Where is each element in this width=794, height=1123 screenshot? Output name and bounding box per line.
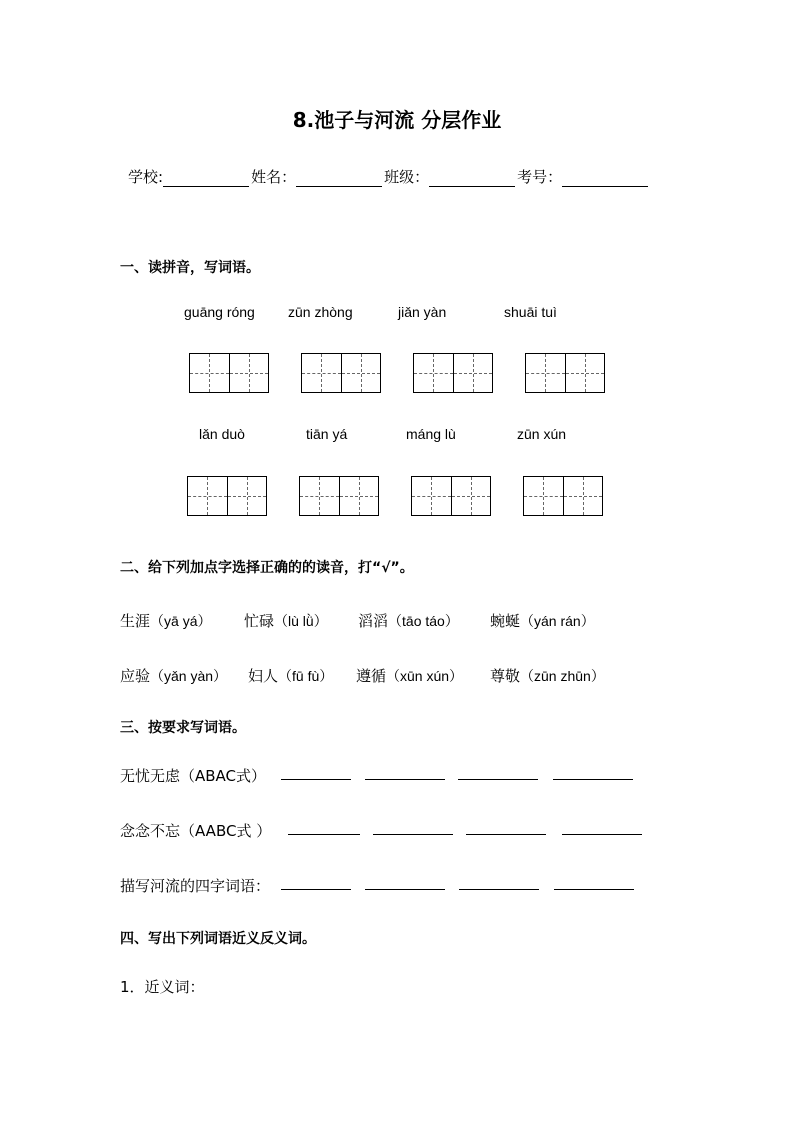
exam-no-blank[interactable] [562,170,648,187]
question-aabc: 念念不忘（AABC式 ） [120,822,272,840]
answer-blank[interactable] [281,765,351,780]
answer-blank[interactable] [459,875,539,890]
question-abac: 无忧无虑（ABAC式） [120,767,267,785]
exam-no-label: 考号： [517,168,563,186]
pinyin-label: zūn zhòng [288,304,353,320]
section-1-heading: 一、读拼音，写词语。 [120,260,260,276]
pinyin-label: máng lù [406,426,456,442]
reading-choice[interactable]: 尊敬（zūn zhūn） [490,667,605,685]
pinyin-label: shuāi tuì [504,304,557,320]
section-2-heading: 二、给下列加点字选择正确的的读音，打“√”。 [120,560,414,576]
section-3-heading: 三、按要求写词语。 [120,720,246,736]
reading-choice[interactable]: 妇人（fū fù） [248,667,334,685]
name-blank[interactable] [296,170,382,187]
reading-choice[interactable]: 蜿蜒（yán rán） [490,612,595,630]
school-label: 学校: [128,168,164,186]
answer-blank[interactable] [554,875,634,890]
tianzige-box[interactable] [187,476,267,516]
pinyin-label: zūn xún [517,426,567,442]
reading-choice[interactable]: 滔滔（tāo táo） [358,612,459,630]
reading-choice[interactable]: 忙碌（lù lǜ） [244,612,328,630]
answer-blank[interactable] [281,875,351,890]
tianzige-box[interactable] [411,476,491,516]
page-title: 8.池子与河流 分层作业 [292,108,502,132]
pinyin-label: guāng róng [184,304,255,320]
school-blank[interactable] [163,170,249,187]
tianzige-box[interactable] [301,353,381,393]
class-label: 班级： [384,168,430,186]
reading-choice[interactable]: 遵循（xūn xún） [356,667,464,685]
tianzige-box[interactable] [525,353,605,393]
student-info-row [128,166,650,187]
name-label: 姓名： [251,168,297,186]
pinyin-label: jiǎn yàn [398,304,447,320]
answer-blank[interactable] [458,765,538,780]
question-river-idioms: 描写河流的四字词语： [120,877,271,895]
tianzige-box[interactable] [523,476,603,516]
tianzige-box[interactable] [299,476,379,516]
synonym-item: 1．近义词： [120,978,205,996]
answer-blank[interactable] [466,820,546,835]
pinyin-label: lǎn duò [199,426,245,442]
answer-blank[interactable] [562,820,642,835]
answer-blank[interactable] [365,765,445,780]
answer-blank[interactable] [373,820,453,835]
tianzige-box[interactable] [189,353,269,393]
reading-choice[interactable]: 生涯（yā yá） [120,612,212,630]
answer-blank[interactable] [288,820,360,835]
answer-blank[interactable] [365,875,445,890]
tianzige-box[interactable] [413,353,493,393]
reading-choice[interactable]: 应验（yǎn yàn） [120,667,228,685]
section-4-heading: 四、写出下列词语近义反义词。 [120,931,316,947]
class-blank[interactable] [429,170,515,187]
pinyin-label: tiān yá [306,426,348,442]
answer-blank[interactable] [553,765,633,780]
